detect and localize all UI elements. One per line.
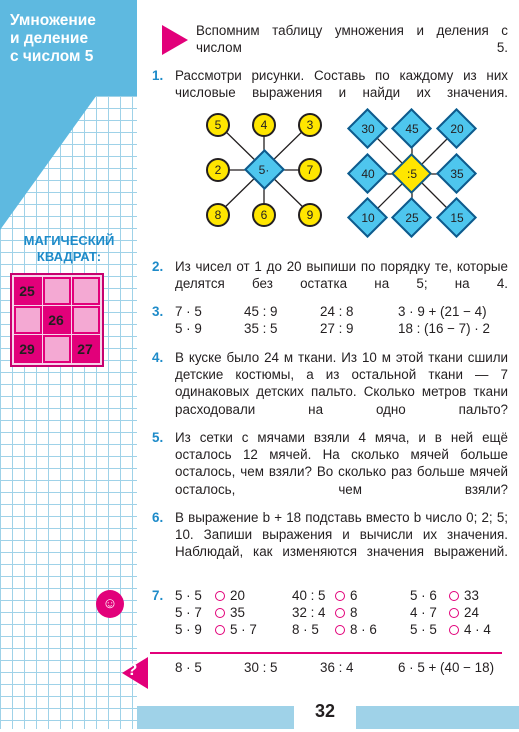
task-3-expr: 35 : 5 [244, 321, 278, 336]
task-7-right: 6 [350, 588, 358, 603]
task-3-expr: 3 · 9 + (21 − 4) [398, 304, 487, 319]
task-2-number: 2. [152, 259, 164, 274]
task-7-right: 20 [230, 588, 245, 603]
task-3-expr: 24 : 8 [320, 304, 354, 319]
magic-cell-value: 26 [48, 312, 64, 328]
magic-square-title: МАГИЧЕСКИЙ КВАДРАТ: [23, 233, 115, 264]
task-7-right: 5 · 7 [230, 622, 257, 637]
divider [150, 652, 502, 654]
task-7-left: 8 · 5 [292, 622, 319, 637]
task-7-left: 5 · 6 [410, 588, 437, 603]
magic-cell-value: 27 [77, 341, 93, 357]
task-3-expr: 27 : 9 [320, 321, 354, 336]
magic-cell-value: 25 [19, 283, 35, 299]
bottom-expr: 36 : 4 [320, 660, 354, 675]
intro-text: Вспомним таблицу умножения и деления с числом 5. [196, 23, 508, 56]
question-mark: ? [127, 660, 138, 679]
task-7-left: 5 · 5 [175, 588, 202, 603]
task-7-left: 5 · 5 [410, 622, 437, 637]
task-7-left: 5 · 7 [175, 605, 202, 620]
compare-circle [215, 625, 225, 635]
diamond-node-label: 35 [450, 167, 464, 181]
compare-circle [335, 608, 345, 618]
diamond-node-label: 30 [361, 122, 375, 136]
compare-circle [335, 591, 345, 601]
task-3-expr: 5 · 9 [175, 321, 202, 336]
compare-circle [449, 625, 459, 635]
bottom-expr: 8 · 5 [175, 660, 202, 675]
diamond-node-label: 20 [450, 122, 464, 136]
task-2-text: Из чисел от 1 до 20 выпиши по порядку те, которые делятся без остатка на 5; на 4. [175, 259, 508, 292]
smiley-icon: ☺ [96, 590, 124, 618]
task-4-text: В куске было 24 м ткани. Из 10 м этой ткани сшили детские костюмы, а из остальной ткани — 7 одинаковых детских пальто. Сколько метров ткани расходовали на одно пальто? [175, 350, 508, 417]
diagram-right-center-label: :5 [406, 167, 417, 181]
magic-cell [72, 277, 100, 305]
diamond-node-label: 25 [405, 211, 419, 225]
task-7-left: 4 · 7 [410, 605, 437, 620]
circle-node: 8 [206, 203, 230, 227]
task-7-right: 8 [350, 605, 358, 620]
task-5-text: Из сетки с мячами взяли 4 мяча, и в ней ещё осталось 12 мячей. На сколько мячей больше осталось, чем взяли? Во сколько раз больше мячей осталось, чем взяли? [175, 430, 508, 497]
circle-node: 5 [206, 113, 230, 137]
task-7-right: 35 [230, 605, 245, 620]
diamond-node-label: 40 [361, 167, 375, 181]
task-3-expr: 18 : (16 − 7) · 2 [398, 321, 490, 336]
circle-node: 9 [298, 203, 322, 227]
magic-cell-value: 29 [19, 341, 35, 357]
task-6-number: 6. [152, 510, 164, 525]
diamond-node-label: 10 [361, 211, 375, 225]
diamond-node-label: 15 [450, 211, 464, 225]
compare-circle [449, 591, 459, 601]
task-7-number: 7. [152, 588, 164, 603]
bottom-expr: 6 · 5 + (40 − 18) [398, 660, 495, 675]
magic-cell [43, 335, 71, 363]
magic-cell [14, 306, 42, 334]
task-7-left: 40 : 5 [292, 588, 326, 603]
diagram-left-center-label: 5· [258, 163, 270, 177]
compare-circle [215, 608, 225, 618]
page-number: 32 [294, 690, 356, 729]
task-7-right: 33 [464, 588, 479, 603]
task-7-right: 4 · 4 [464, 622, 491, 637]
task-7-right: 8 · 6 [350, 622, 377, 637]
task-3-expr: 7 · 5 [175, 304, 202, 319]
task-5-number: 5. [152, 430, 164, 445]
compare-circle [215, 591, 225, 601]
task-1-number: 1. [152, 68, 164, 83]
task-6-text: В выражение b + 18 подставь вместо b число 0; 2; 5; 10. Запиши выражения и вычисли их значения. Наблюдай, как изменяются значения выражений. [175, 510, 508, 560]
section-title: Умножение и деление с числом 5 [10, 12, 96, 65]
circle-node: 6 [252, 203, 276, 227]
circle-node: 2 [206, 158, 230, 182]
task-7-left: 32 : 4 [292, 605, 326, 620]
magic-cell [72, 306, 100, 334]
circle-node: 7 [298, 158, 322, 182]
bottom-expr: 30 : 5 [244, 660, 278, 675]
compare-circle [449, 608, 459, 618]
task-7-right: 24 [464, 605, 479, 620]
task-7-left: 5 · 9 [175, 622, 202, 637]
circle-node: 4 [252, 113, 276, 137]
task-3-number: 3. [152, 304, 164, 319]
task-1-text: Рассмотри рисунки. Составь по каждому из них числовые выражения и найди их значения. [175, 68, 508, 101]
compare-circle [335, 625, 345, 635]
magic-cell [43, 277, 71, 305]
diamond-node-label: 45 [405, 122, 419, 136]
circle-node: 3 [298, 113, 322, 137]
task-3-expr: 45 : 9 [244, 304, 278, 319]
task-4-number: 4. [152, 350, 164, 365]
